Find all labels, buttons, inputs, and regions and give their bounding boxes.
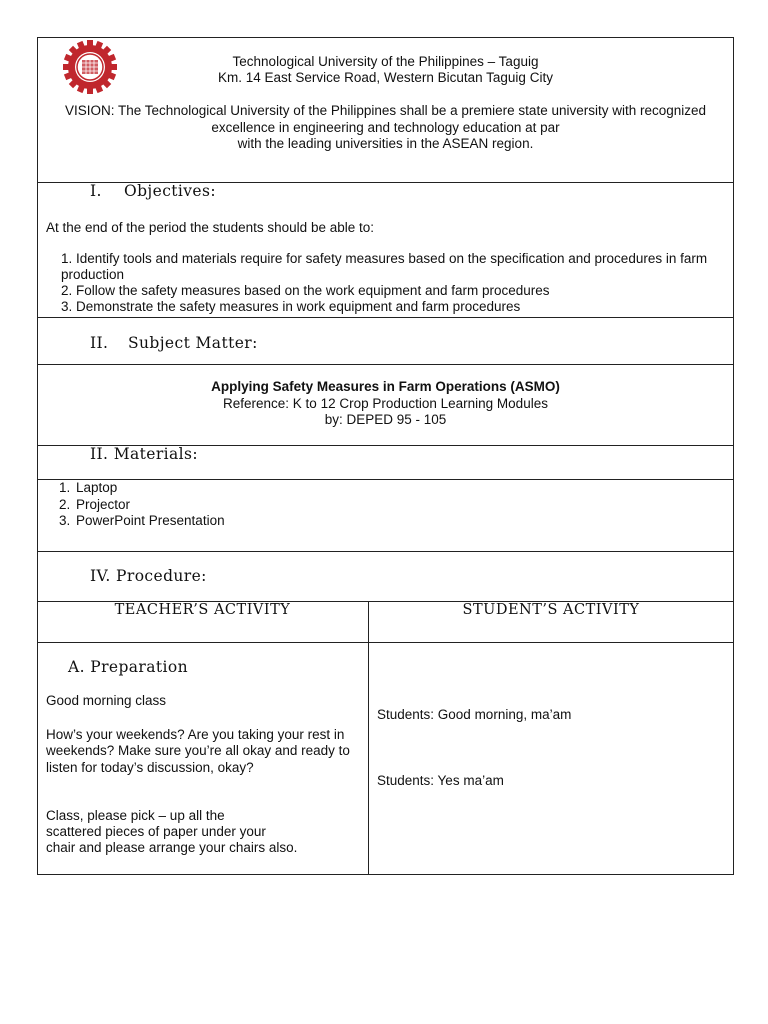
subject-title: Applying Safety Measures in Farm Operations (ASMO) [211, 379, 560, 394]
materials-number-3: 3. [59, 513, 71, 528]
divider-materials [37, 551, 734, 552]
divider-objectives [37, 317, 734, 318]
divider-activity-header [37, 642, 734, 643]
objectives-heading: Objectives: [124, 182, 216, 200]
subject-reference: Reference: K to 12 Crop Production Learning Modules [223, 396, 548, 411]
teacher-greeting: Good morning class [46, 693, 167, 708]
materials-number-2: 2. [59, 497, 71, 512]
student-response-1: Students: Good morning, ma’am [377, 707, 572, 722]
materials-item-powerpoint: PowerPoint Presentation [76, 513, 225, 528]
procedure-heading: IV. Procedure: [90, 567, 207, 585]
objectives-heading-number: I. [90, 182, 102, 200]
materials-number-1: 1. [59, 480, 71, 495]
materials-heading: II. Materials: [90, 445, 198, 463]
objective-1-cont: production [61, 267, 125, 282]
objective-3: 3. Demonstrate the safety measures in work equipment and farm procedures [61, 299, 521, 314]
subject-author: by: DEPED 95 - 105 [324, 412, 447, 427]
university-name: Technological University of the Philippines – Taguig [232, 54, 539, 69]
objective-1: 1. Identify tools and materials require for safety measures based on the specification and procedures in farm [61, 251, 708, 266]
student-activity-header: STUDENT’S ACTIVITY [462, 602, 640, 618]
subject-heading-number: II. [90, 334, 109, 352]
objectives-intro: At the end of the period the students should be able to: [46, 220, 374, 235]
teacher-question-line-1: How’s your weekends? Are you taking your rest in [46, 727, 345, 742]
teacher-instruction-line-3: chair and please arrange your chairs also. [46, 840, 298, 855]
preparation-heading: A. Preparation [68, 658, 188, 676]
vision-line-2: excellence in engineering and technology education at par [211, 120, 560, 135]
teacher-activity-header: TEACHER’S ACTIVITY [114, 602, 291, 618]
materials-item-laptop: Laptop [76, 480, 118, 495]
vision-line-3: with the leading universities in the ASEAN region. [237, 136, 534, 151]
teacher-instruction-line-2: scattered pieces of paper under your [46, 824, 266, 839]
divider-materials-heading [37, 479, 734, 480]
university-address: Km. 14 East Service Road, Western Bicutan Taguig City [218, 70, 553, 85]
divider-activity-columns [368, 601, 369, 875]
subject-heading: Subject Matter: [128, 334, 258, 352]
student-response-2: Students: Yes ma’am [377, 773, 504, 788]
teacher-question-line-3: listen for today’s discussion, okay? [46, 760, 254, 775]
divider-subject-heading [37, 364, 734, 365]
vision-line-1: VISION: The Technological University of the Philippines shall be a premiere state university with recognized [64, 103, 707, 118]
teacher-question-line-2: weekends? Make sure you’re all okay and ready to [46, 743, 350, 758]
objective-2: 2. Follow the safety measures based on the work equipment and farm procedures [61, 283, 550, 298]
materials-item-projector: Projector [76, 497, 131, 512]
teacher-instruction-line-1: Class, please pick – up all the [46, 808, 225, 823]
